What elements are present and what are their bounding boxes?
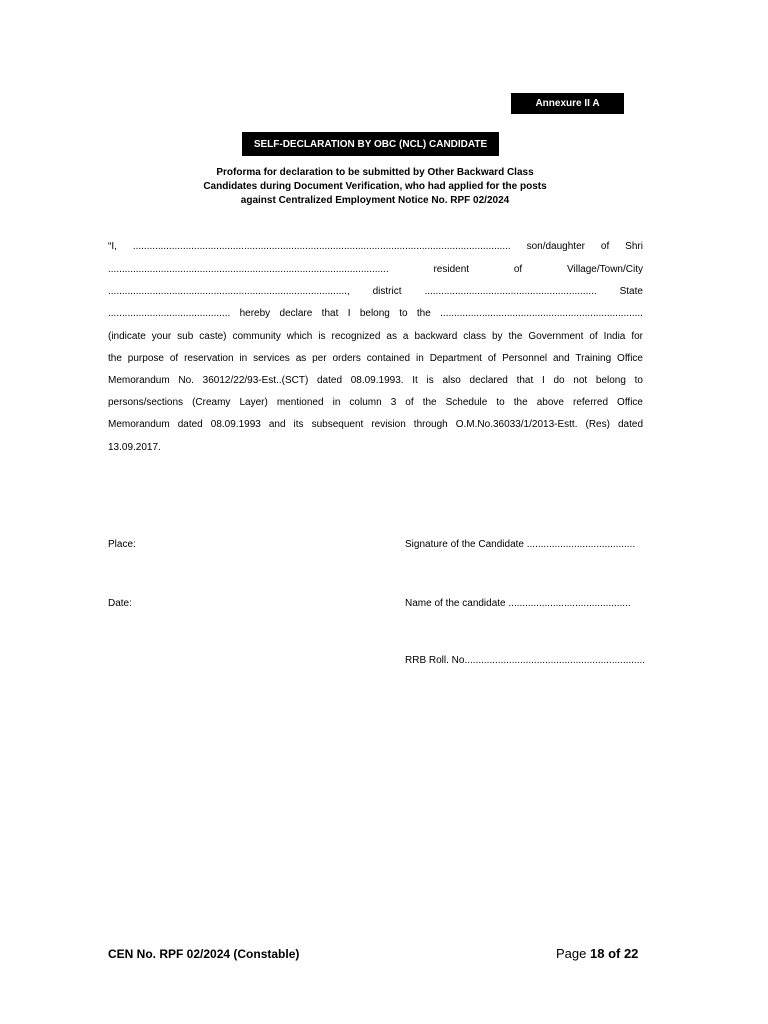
declaration-line-1 — [108, 239, 643, 255]
declaration-text: State — [619, 286, 643, 297]
declaration-line-8: persons/sections (Creamy Layer) mentioned in column 3 of the Schedule to the above referred Office — [108, 397, 643, 408]
declaration-text: Village/Town/City — [567, 264, 643, 275]
declaration-line-9: Memorandum dated 08.09.1993 and its subsequent revision through O.M.No.36033/1/2013-Estt. (Res) dated — [108, 419, 643, 430]
proforma-line-2: Candidates during Document Verification, who had applied for the posts — [203, 181, 547, 192]
declaration-text: of — [513, 264, 523, 275]
footer-page-number — [556, 946, 638, 961]
declaration-line-5: (indicate your sub caste) community which is recognized as a backward class by the Government of India for — [108, 331, 643, 342]
declaration-line-3 — [108, 284, 643, 300]
declaration-text: hereby — [239, 308, 271, 319]
proforma-line-1: Proforma for declaration to be submitted by Other Backward Class — [216, 167, 534, 178]
district-blank: .............................................................. — [424, 286, 597, 297]
declaration-text: I — [347, 308, 351, 319]
declaration-line-10: 13.09.2017. — [108, 442, 161, 453]
declaration-line-2 — [108, 262, 643, 278]
page-of: of — [604, 946, 624, 961]
declaration-line-6: the purpose of reservation in services as per orders contained in Department of Personnel and Training Office — [108, 353, 643, 364]
state-blank: ............................................ — [108, 308, 231, 319]
declaration-text: of — [600, 241, 610, 252]
proforma-line-3: against Centralized Employment Notice No. RPF 02/2024 — [240, 195, 510, 206]
candidate-name-label: Name of the candidate ............................................ — [405, 598, 631, 609]
declaration-text: that — [321, 308, 339, 319]
declaration-text: belong — [359, 308, 390, 319]
declaration-text: the — [416, 308, 431, 319]
declaration-text: Shri — [625, 241, 643, 252]
signature-label: Signature of the Candidate ....................................... — [405, 539, 636, 550]
declaration-line-4 — [108, 306, 643, 322]
community-blank: ......................................................................... — [440, 308, 643, 319]
page-total: 22 — [623, 946, 639, 961]
declaration-line-7: Memorandum No. 36012/22/93-Est..(SCT) dated 08.09.1993. It is also declared that I do not belong to — [108, 375, 643, 386]
declaration-text: “I, — [108, 241, 117, 252]
roll-number-label: RRB Roll. No................................................................. — [405, 655, 646, 666]
proforma-heading — [150, 166, 600, 208]
date-label: Date: — [108, 598, 132, 609]
page-current: 18 — [589, 946, 605, 961]
declaration-text: district — [372, 286, 402, 297]
name-blank: ........................................................................................................................................ — [132, 241, 511, 252]
place-label: Place: — [108, 539, 136, 550]
footer-cen-number: CEN No. RPF 02/2024 (Constable) — [108, 947, 300, 961]
declaration-text: to — [399, 308, 408, 319]
declaration-title: SELF-DECLARATION BY OBC (NCL) CANDIDATE — [242, 132, 499, 156]
village-blank: ......................................................................................, — [108, 286, 350, 297]
declaration-text: son/daughter — [526, 241, 585, 252]
father-name-blank: ..................................................................................................... — [108, 264, 389, 275]
annexure-label: Annexure II A — [511, 93, 624, 114]
declaration-text: resident — [433, 264, 470, 275]
page-prefix: Page — [556, 946, 590, 961]
declaration-text: declare — [279, 308, 313, 319]
